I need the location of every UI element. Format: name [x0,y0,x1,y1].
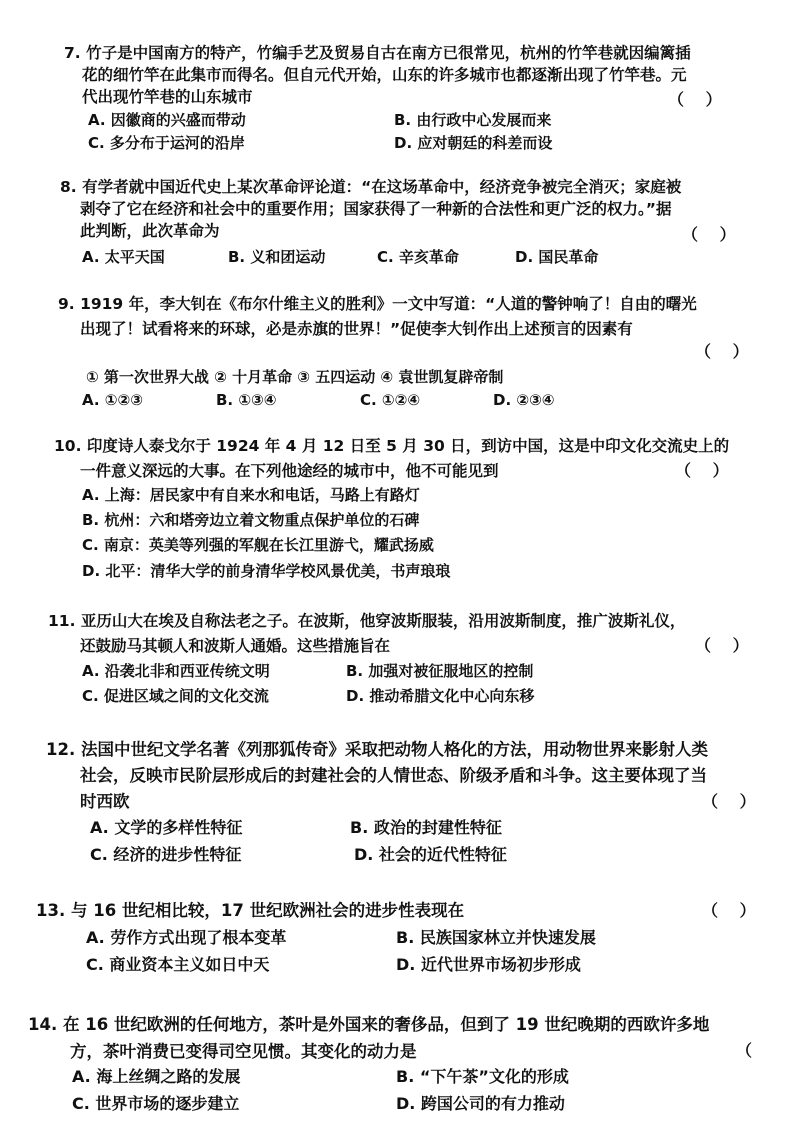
answer-blank[interactable]: （ ） [675,461,729,480]
question-stem [46,737,708,815]
question-stem [58,292,697,342]
option-b[interactable]: B. 政治的封建性特征 [350,818,502,837]
option-d[interactable]: D. 应对朝廷的科差而设 [394,134,553,152]
option-c[interactable]: C. 经济的进步性特征 [90,845,242,864]
option-a[interactable]: A. 因徽商的兴盛而带动 [88,111,246,129]
answer-blank[interactable]: （ ） [682,225,736,244]
stem-line: 出现了！试看将来的环球，必是赤旗的世界！”促使李大钊作出上述预言的因素有 [80,320,633,338]
option-c[interactable]: C. 辛亥革命 [377,248,459,266]
option-c[interactable]: C. 南京：英美等列强的军舰在长江里游弋，耀武扬威 [82,536,434,554]
option-b[interactable]: B. 民族国家林立并快速发展 [396,928,596,947]
answer-blank[interactable]: （ ） [702,792,756,811]
answer-blank[interactable]: （ ） [695,636,749,655]
option-a[interactable]: A. 上海：居民家中有自来水和电话，马路上有路灯 [82,486,420,504]
stem-line: 11. 亚历山大在埃及自称法老之子。在波斯，他穿波斯服装，沿用波斯制度，推广波斯礼仪， [48,612,686,630]
option-d[interactable]: D. 近代世界市场初步形成 [396,955,581,974]
question-stem [60,176,681,242]
stem-line: 7. 竹子是中国南方的特产，竹编手艺及贸易自古在南方已很常见，杭州的竹竿巷就因编篱插 [64,44,691,62]
option-d[interactable]: D. ②③④ [493,391,555,409]
stem-line: 9. 1919 年，李大钊在《布尔什维主义的胜利》一文中写道：“人道的警钟响了！自由的曙光 [58,295,697,313]
option-a[interactable]: A. 文学的多样性特征 [90,818,243,837]
stem-line: 时西欧 [80,792,130,811]
question-stem [64,42,691,108]
option-a[interactable]: A. 太平天国 [82,248,165,266]
stem-line: 此判断，此次革命为 [80,222,220,240]
stem-line: 14. 在 16 世纪欧洲的任何地方，茶叶是外国来的奢侈品，但到了 19 世纪晚期的西欧许多地 [28,1015,710,1034]
option-a[interactable]: A. ①②③ [82,391,143,409]
option-b[interactable]: B. 义和团运动 [228,248,326,266]
stem-line: 13. 与 16 世纪相比较，17 世纪欧洲社会的进步性表现在 [36,901,465,920]
stem-line: 方，茶叶消费已变得司空见惯。其变化的动力是 [70,1042,417,1061]
option-c[interactable]: C. 世界市场的逐步建立 [72,1094,240,1113]
option-c[interactable]: C. ①②④ [360,391,421,409]
option-d[interactable]: D. 北平：清华大学的前身清华学校风景优美，书声琅琅 [82,562,451,580]
question-stem [54,434,729,484]
answer-blank[interactable]: （ [736,1041,753,1060]
option-d[interactable]: D. 推动希腊文化中心向东移 [346,687,535,705]
stem-line: 社会，反映市民阶层形成后的封建社会的人情世态、阶级矛盾和斗争。这主要体现了当 [80,766,707,785]
answer-blank[interactable]: （ ） [695,342,749,361]
stem-line: 一件意义深远的大事。在下列他途经的城市中，他不可能见到 [80,462,499,480]
option-c[interactable]: C. 促进区域之间的文化交流 [82,687,269,705]
stem-line: 代出现竹竿巷的山东城市 [82,88,253,106]
option-b[interactable]: B. ①③④ [216,391,277,409]
option-b[interactable]: B. 由行政中心发展而来 [394,111,552,129]
option-c[interactable]: C. 多分布于运河的沿岸 [88,134,245,152]
question-stem [48,609,685,659]
answer-blank[interactable]: （ ） [668,90,722,109]
numbered-items: ① 第一次世界大战 ② 十月革命 ③ 五四运动 ④ 袁世凯复辟帝制 [86,368,504,386]
stem-line: 还鼓励马其顿人和波斯人通婚。这些措施旨在 [80,637,391,655]
option-d[interactable]: D. 跨国公司的有力推动 [396,1094,565,1113]
option-a[interactable]: A. 海上丝绸之路的发展 [72,1067,241,1086]
stem-line: 12. 法国中世纪文学名著《列那狐传奇》采取把动物人格化的方法，用动物世界来影射人类 [46,740,708,759]
option-d[interactable]: D. 社会的近代性特征 [354,845,507,864]
option-b[interactable]: B. 加强对被征服地区的控制 [346,662,534,680]
question-stem [36,898,464,924]
stem-line: 花的细竹竿在此集市而得名。但自元代开始，山东的许多城市也都逐渐出现了竹竿巷。元 [82,66,687,84]
option-a[interactable]: A. 劳作方式出现了根本变革 [86,928,287,947]
option-b[interactable]: B. 杭州：六和塔旁边立着文物重点保护单位的石碑 [82,511,420,529]
question-stem [28,1011,709,1065]
stem-line: 8. 有学者就中国近代史上某次革命评论道：“在这场革命中，经济竞争被完全消灭；家庭被 [60,178,682,196]
stem-line: 10. 印度诗人泰戈尔于 1924 年 4 月 12 日至 5 月 30 日，到访中国，这是中印文化交流史上的 [54,437,730,455]
answer-blank[interactable]: （ ） [702,901,756,920]
option-a[interactable]: A. 沿袭北非和西亚传统文明 [82,662,270,680]
option-d[interactable]: D. 国民革命 [515,248,599,266]
option-b[interactable]: B. “下午茶”文化的形成 [396,1067,569,1086]
stem-line: 剥夺了它在经济和社会中的重要作用；国家获得了一种新的合法性和更广泛的权力。”据 [80,200,672,218]
option-c[interactable]: C. 商业资本主义如日中天 [86,955,270,974]
